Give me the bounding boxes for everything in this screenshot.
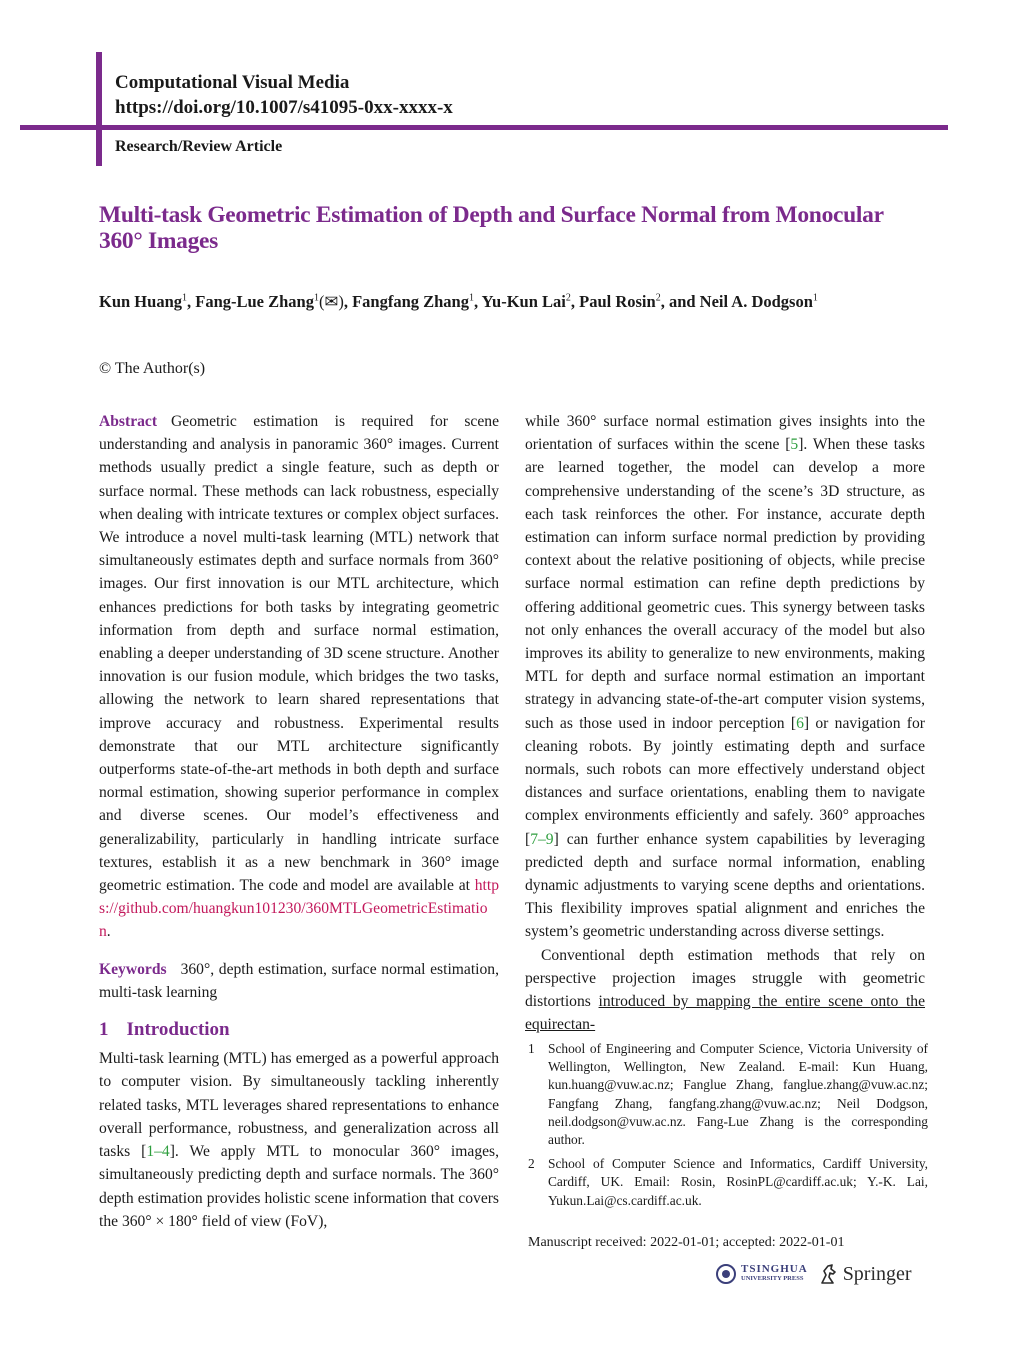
copyright-notice: © The Author(s) [99,360,206,377]
manuscript-dates: Manuscript received: 2022-01-01; accepted: 2022-01-01 [528,1235,845,1250]
citation-link[interactable]: 1 [146,1143,155,1161]
tsinghua-seal-icon [716,1264,736,1284]
abstract-text: Geometric estimation is required for scene understanding and analysis in panoramic 360° images. Current methods usually predict a single feature, such as depth or surface normal. These methods can lack robustness, especially when dealing with intricate textures or complex object surfaces. We introduce a novel multi-task learning (MTL) network that simultaneously estimates depth and surface normals from 360° images. Our first innovation is our MTL architecture, which enhances predictions for both tasks by integrating geometric information from depth and surface normal estimation, enabling a deeper understanding of 3D scene structure. Another innovation is our fusion module, which bridges the two tasks, allowing the network to learn shared representations that improve accuracy and robustness. Experimental results demonstrate that our MTL architecture significantly outperforms state-of-the-art methods in both depth and surface normal estimation, showing superior performance in complex and diverse scenes. Our model’s effectiveness and generalizability, particularly in handling intricate surface textures, establish it as a new benchmark in 360° image geometric estimation. The code and model are available at [99,413,499,895]
tsinghua-logo [741,1264,808,1284]
tsinghua-logo-name: TSINGHUA [741,1263,808,1275]
journal-name: Computational Visual Media [115,72,350,93]
abstract-paragraph [99,410,499,944]
section-number: 1 [99,1019,109,1041]
article-type: Research/Review Article [115,138,283,155]
paper-title-line-1: Multi-task Geometric Estimation of Depth and Surface Normal from Monocular [99,202,884,228]
journal-doi[interactable]: https://doi.org/10.1007/s41095-0xx-xxxx-x [115,97,453,118]
body-text-last-line: introduced by mapping the entire scene onto the equirectan- [525,993,925,1034]
citation-link[interactable]: 5 [790,436,799,454]
citation-link[interactable]: 4 [161,1143,170,1161]
footnote-number: 1 [528,1041,535,1056]
author-affiliation: 1 [812,292,818,304]
corresponding-mail-icon: (✉) [319,292,344,311]
tsinghua-logo-subtitle: UNIVERSITY PRESS [741,1275,804,1282]
right-column [525,410,925,1036]
citation-link[interactable]: 9 [545,830,554,848]
keywords-label: Keywords [99,960,167,978]
body-text: ]. When these tasks are learned together, the model can develop a more comprehensive understanding of the scene’s 3D structure, as each task reinforces the other. For instance, accurate depth estimation can inform surface normal prediction by providing context about the relative positioning of objects, while precise surface normal estimation can refine depth predictions by offering additional geometric cues. This synergy between tasks not only enhances the overall accuracy of the model but also improves its ability to generalize to new environments, making MTL for depth and surface normal estimation an important strategy in advancing state-of-the-art computer vision systems, such as those used in indoor perception [ [525,436,925,732]
author-list [99,292,979,312]
left-column [99,410,499,1233]
section-title: Introduction [126,1019,230,1041]
author-affiliation: 1 [182,292,187,304]
code-repository-link[interactable]: https://github.com/huangkun101230/360MTLGeometricEstimation [99,877,499,941]
abstract-end: . [106,923,111,941]
springer-logo-text: Springer [842,1262,912,1285]
author-affiliation: 2 [655,292,661,304]
footnote-text: School of Engineering and Computer Science, Victoria University of Wellington, Wellington, New Zealand. E-mail: Kun Huang, kun.huang@vuw.ac.nz; Fanglue Zhang, fanglue.zhang@vuw.ac.nz; Fangfang Zhang, fangfang.zhang@vuw.ac.nz; Neil Dodgson, neil.dodgson@vuw.ac.nz. Fang-Lue Zhang is the corresponding author. [548,1041,928,1148]
footnote [528,1155,928,1210]
footnote [528,1040,928,1149]
footnote-text: School of Computer Science and Informatics, Cardiff University, Cardiff, UK. Email: Rosin, RosinPL@cardiff.ac.uk; Y.-K. Lai, Yukun.Lai@cs.cardiff.ac.uk. [548,1156,928,1208]
author-name: , Fang-Lue Zhang [187,292,314,311]
keywords-text: 360°, depth estimation, surface normal estimation, multi-task learning [99,960,499,1001]
author-name: , and Neil A. Dodgson [660,292,813,311]
author-name: , Paul Rosin [570,292,656,311]
body-paragraph [525,944,925,1037]
citation-link[interactable]: 6 [796,714,804,732]
abstract-label: Abstract [99,413,158,430]
body-text: Conventional depth estimation methods that rely on perspective projection images struggle with geometric distortions [525,946,925,1011]
journal-header [115,70,453,120]
body-text: ] can further enhance system capabilities by leveraging predicted depth and surface normal information, enabling dynamic adjustments to varying scene depths and orientations. This flexibility improves spatial alignment and enriches the system’s geometric understanding across diverse settings. [525,830,925,941]
header-horizontal-rule [20,125,948,130]
citation-dash: – [154,1143,162,1161]
paper-title [99,202,939,254]
author-name: Kun Huang [99,292,182,311]
intro-paragraph [99,1047,499,1233]
body-paragraph [525,410,925,944]
author-affiliation: 1 [469,292,474,304]
author-name: , Fangfang Zhang [343,292,469,311]
publisher-logos [716,1260,928,1288]
citation-link[interactable]: 7 [530,830,538,848]
section-heading-introduction [99,1018,499,1041]
affiliation-footnotes [528,1040,928,1216]
author-affiliation: 2 [565,292,571,304]
body-text: while 360° surface normal estimation gives insights into the orientation of surfaces within the scene [ [525,413,925,454]
keywords-paragraph [99,958,499,1004]
footnote-number: 2 [528,1156,535,1172]
intro-text: Multi-task learning (MTL) has emerged as a powerful approach to computer vision. By simultaneously tackling inherently related tasks, MTL leverages shared representations to enhance overall performance, robustness, and generalization across all tasks [ [99,1050,499,1161]
citation-dash: – [538,830,546,848]
header-vertical-rule [96,52,102,166]
body-text: ] or navigation for cleaning robots. By jointly estimating depth and surface normals, such robots can more effectively understand object distances and surface orientations, enabling them to navigate complex environments efficiently and safely. 360° approaches [ [525,714,925,848]
author-name: , Yu-Kun Lai [474,292,566,311]
intro-text: ]. We apply MTL to monocular 360° images, simultaneously predicting depth and surface normals. The 360° depth estimation provides holistic scene information that covers the 360° × 180° field of view (FoV), [99,1143,499,1230]
springer-horse-icon [818,1263,840,1285]
paper-title-line-2: 360° Images [99,228,219,254]
author-affiliation: 1 [314,292,319,304]
